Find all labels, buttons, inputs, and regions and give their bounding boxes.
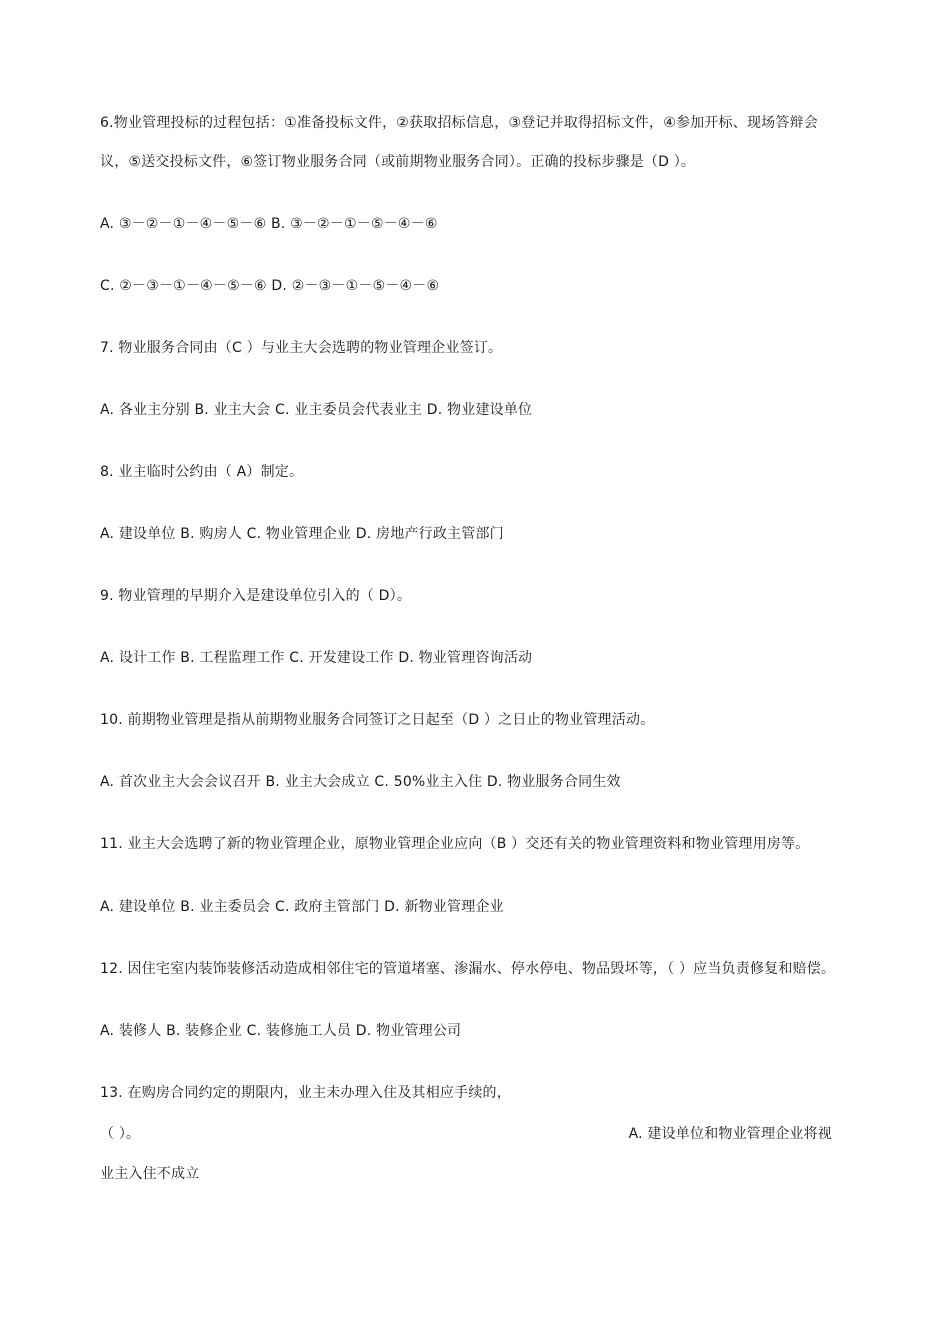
question-11-options: A. 建设单位 B. 业主委员会 C. 政府主管部门 D. 新物业管理企业 <box>100 899 504 915</box>
question-13-option-a: A. 建设单位和物业管理企业将视 <box>628 1126 832 1142</box>
question-11: 11. 业主大会选聘了新的物业管理企业，原物业管理企业应向（B ）交还有关的物业管理资料和物业管理用房等。 <box>100 836 810 852</box>
question-6-line-1: 6.物业管理投标的过程包括：①准备投标文件，②获取招标信息，③登记并取得招标文件，④参加开标、现场答辩会 <box>100 115 818 131</box>
question-13-line-3: 业主入住不成立 <box>100 1166 200 1182</box>
question-12-options: A. 装修人 B. 装修企业 C. 装修施工人员 D. 物业管理公司 <box>100 1023 462 1039</box>
question-9-options: A. 设计工作 B. 工程监理工作 C. 开发建设工作 D. 物业管理咨询活动 <box>100 650 533 666</box>
question-13-line-1: 13. 在购房合同约定的期限内，业主未办理入住及其相应手续的， <box>100 1085 511 1101</box>
question-6-options-ab: A. ③－②－①－④－⑤－⑥ B. ③－②－①－⑤－④－⑥ <box>100 216 438 232</box>
question-10: 10. 前期物业管理是指从前期物业服务合同签订之日起至（D ）之日止的物业管理活动。 <box>100 712 655 728</box>
question-7-options: A. 各业主分别 B. 业主大会 C. 业主委员会代表业主 D. 物业建设单位 <box>100 402 533 418</box>
question-10-options: A. 首次业主大会会议召开 B. 业主大会成立 C. 50%业主入住 D. 物业服务合同生效 <box>100 774 621 790</box>
question-8: 8. 业主临时公约由（ A）制定。 <box>100 464 304 480</box>
question-6-options-cd: C. ②－③－①－④－⑤－⑥ D. ②－③－①－⑤－④－⑥ <box>100 278 440 294</box>
question-12: 12. 因住宅室内装饰装修活动造成相邻住宅的管道堵塞、渗漏水、停水停电、物品毁坏等，（ ）应当负责修复和赔偿。 <box>100 961 836 977</box>
question-8-options: A. 建设单位 B. 购房人 C. 物业管理企业 D. 房地产行政主管部门 <box>100 526 504 542</box>
question-13-line-2: （ ）。 <box>100 1126 141 1142</box>
question-7: 7. 物业服务合同由（C ）与业主大会选聘的物业管理企业签订。 <box>100 340 503 356</box>
question-6-line-2: 议，⑤送交投标文件，⑥签订物业服务合同（或前期物业服务合同）。正确的投标步骤是（D ）。 <box>100 154 696 170</box>
question-9: 9. 物业管理的早期介入是建设单位引入的（ D）。 <box>100 588 412 604</box>
